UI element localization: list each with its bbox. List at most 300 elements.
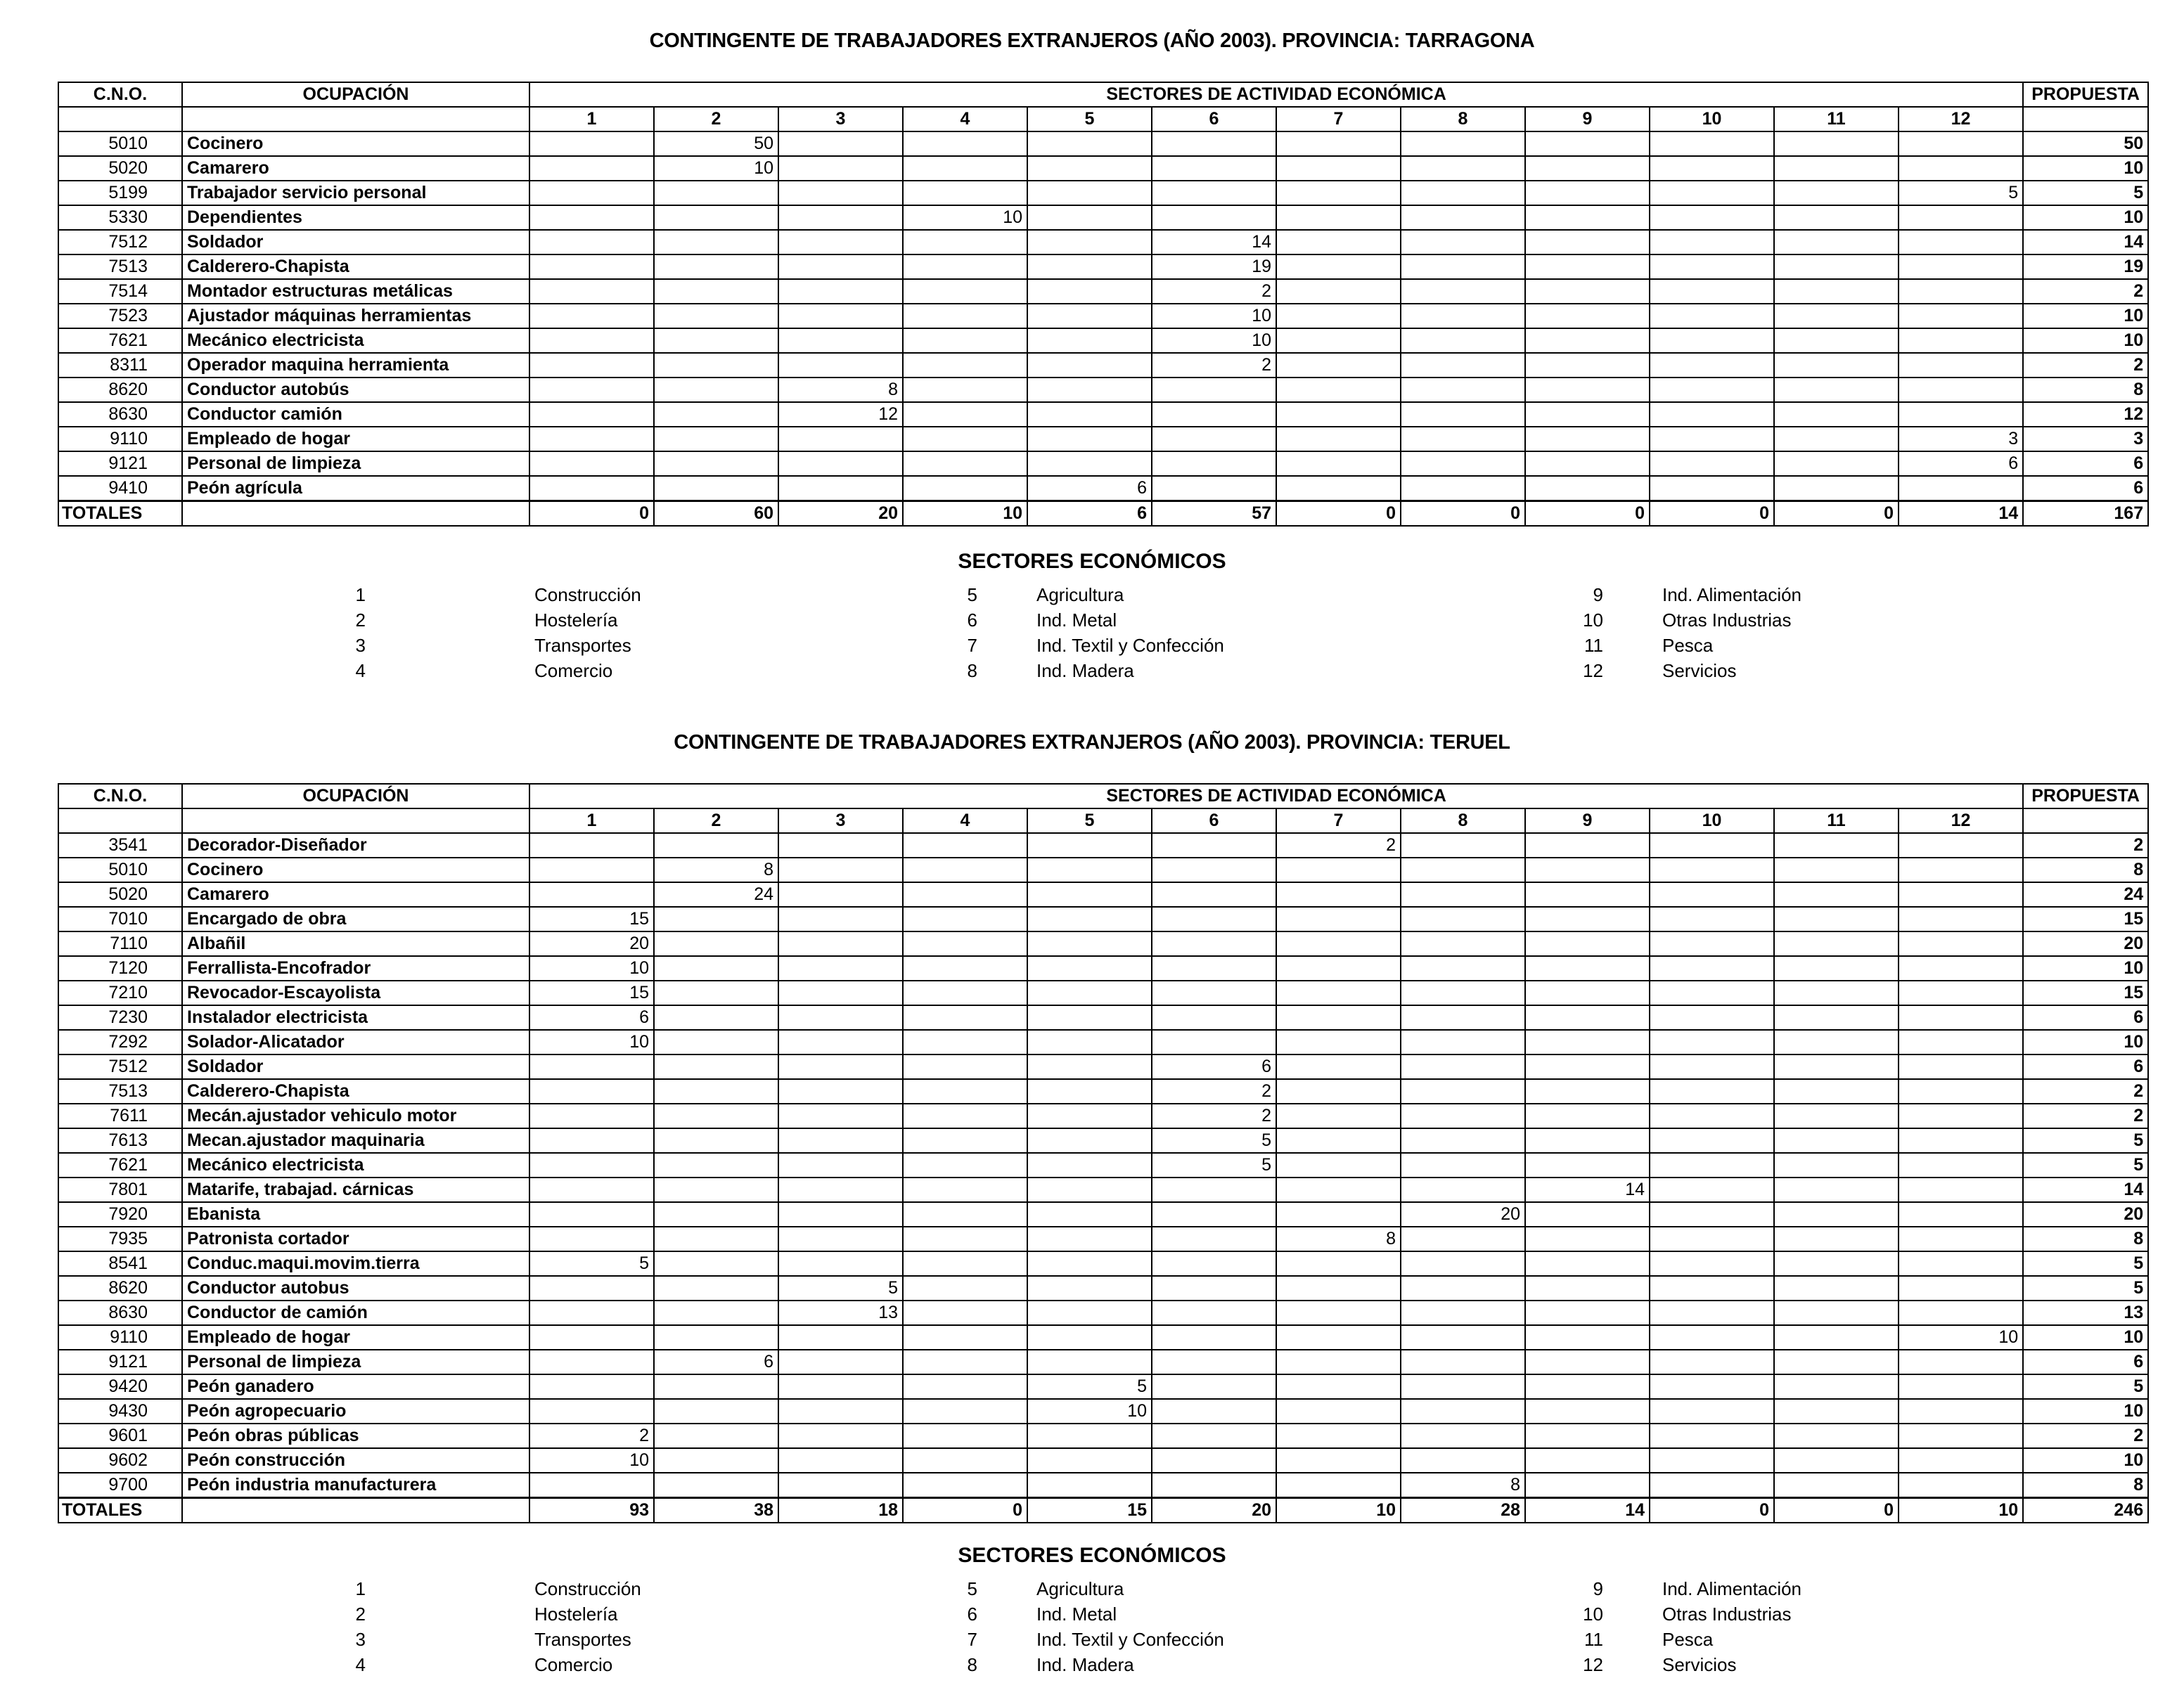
cno-code: 7010 bbox=[58, 907, 182, 931]
sector-value bbox=[1899, 1448, 2023, 1473]
sector-value bbox=[1525, 1030, 1650, 1054]
table-row bbox=[58, 328, 2148, 353]
cno-code: 9420 bbox=[58, 1374, 182, 1399]
sector-value bbox=[529, 156, 654, 181]
sector-value bbox=[1899, 156, 2023, 181]
sector-value bbox=[778, 304, 903, 328]
sector-value bbox=[778, 1128, 903, 1153]
sector-value bbox=[1774, 931, 1899, 956]
sector-total: 0 bbox=[1650, 1498, 1774, 1523]
legend-sector-number: 9 bbox=[1593, 584, 1603, 605]
sector-value bbox=[529, 1202, 654, 1227]
sector-value bbox=[1152, 156, 1276, 181]
sector-value bbox=[1899, 981, 2023, 1005]
sector-value bbox=[903, 1276, 1027, 1301]
sector-total: 18 bbox=[778, 1498, 903, 1523]
sector-value bbox=[1276, 1128, 1401, 1153]
sector-value bbox=[654, 1448, 778, 1473]
header-cno-blank bbox=[58, 808, 182, 833]
sector-value bbox=[778, 1473, 903, 1498]
sector-value bbox=[1276, 882, 1401, 907]
proposal-value: 13 bbox=[2023, 1301, 2148, 1325]
sector-number-header: 7 bbox=[1276, 808, 1401, 833]
sector-value: 10 bbox=[529, 1030, 654, 1054]
occupation-name: Peón ganadero bbox=[182, 1374, 529, 1399]
sector-value bbox=[1276, 1104, 1401, 1128]
sector-value bbox=[1027, 328, 1152, 353]
sector-value bbox=[1899, 1128, 2023, 1153]
header-cno: C.N.O. bbox=[58, 82, 182, 107]
legend-sector-label: Ind. Textil y Confección bbox=[1036, 635, 1224, 656]
sector-value bbox=[529, 131, 654, 156]
sector-value bbox=[1027, 1276, 1152, 1301]
sector-total: 0 bbox=[1774, 501, 1899, 527]
sector-value bbox=[1650, 833, 1774, 858]
legend-sector-number: 6 bbox=[967, 609, 977, 631]
sector-value: 20 bbox=[1401, 1202, 1525, 1227]
sector-value bbox=[1650, 907, 1774, 931]
sector-value bbox=[903, 181, 1027, 205]
sector-value bbox=[1276, 378, 1401, 402]
sector-value bbox=[1899, 230, 2023, 254]
sector-value bbox=[903, 230, 1027, 254]
sector-value bbox=[778, 1448, 903, 1473]
sector-value bbox=[1152, 402, 1276, 427]
sector-value bbox=[1525, 1399, 1650, 1424]
sector-value bbox=[1027, 1005, 1152, 1030]
totals-row bbox=[58, 1498, 2148, 1523]
occupation-name: Dependientes bbox=[182, 205, 529, 230]
sector-value bbox=[1774, 402, 1899, 427]
sector-value bbox=[1899, 833, 2023, 858]
sector-value bbox=[1650, 1202, 1774, 1227]
legend-sector-label: Agricultura bbox=[1036, 1578, 1124, 1599]
sector-value: 14 bbox=[1152, 230, 1276, 254]
legend-item bbox=[0, 582, 2184, 607]
cno-code: 7230 bbox=[58, 1005, 182, 1030]
sector-value bbox=[1774, 328, 1899, 353]
header-sectors: SECTORES DE ACTIVIDAD ECONÓMICA bbox=[529, 784, 2023, 808]
sector-value bbox=[1525, 205, 1650, 230]
totals-blank bbox=[182, 1498, 529, 1523]
sector-value bbox=[1152, 1448, 1276, 1473]
sector-value: 2 bbox=[1152, 1104, 1276, 1128]
cno-code: 9110 bbox=[58, 1325, 182, 1350]
sector-number-header: 10 bbox=[1650, 808, 1774, 833]
sector-value bbox=[1027, 230, 1152, 254]
sector-value bbox=[778, 1178, 903, 1202]
sector-value bbox=[1152, 1473, 1276, 1498]
legend-sector-number: 1 bbox=[355, 1578, 366, 1599]
header-occupation-blank bbox=[182, 107, 529, 131]
sector-value bbox=[1774, 1350, 1899, 1374]
sector-total: 0 bbox=[529, 501, 654, 527]
sector-value bbox=[903, 1128, 1027, 1153]
sector-value: 2 bbox=[529, 1424, 654, 1448]
sector-value bbox=[778, 1202, 903, 1227]
sector-value bbox=[1774, 451, 1899, 476]
sector-value bbox=[1525, 476, 1650, 501]
proposal-value: 2 bbox=[2023, 1424, 2148, 1448]
sector-value bbox=[1027, 1079, 1152, 1104]
sector-value bbox=[1525, 353, 1650, 378]
sector-value bbox=[1152, 1301, 1276, 1325]
sector-value bbox=[654, 427, 778, 451]
sector-value bbox=[1152, 1251, 1276, 1276]
sector-value bbox=[1152, 858, 1276, 882]
sector-value bbox=[1899, 131, 2023, 156]
legend-item bbox=[0, 1652, 2184, 1677]
sector-value bbox=[1152, 378, 1276, 402]
sector-value bbox=[1401, 205, 1525, 230]
table-row bbox=[58, 1251, 2148, 1276]
sector-value bbox=[654, 931, 778, 956]
occupation-name: Soldador bbox=[182, 230, 529, 254]
sector-total: 93 bbox=[529, 1498, 654, 1523]
sector-value bbox=[778, 833, 903, 858]
sector-value bbox=[529, 1153, 654, 1178]
legend-sector-label: Ind. Metal bbox=[1036, 609, 1117, 631]
sector-value bbox=[1525, 931, 1650, 956]
sector-value bbox=[1774, 858, 1899, 882]
sector-value bbox=[1027, 353, 1152, 378]
sector-value bbox=[1401, 353, 1525, 378]
occupation-name: Mecán.ajustador vehiculo motor bbox=[182, 1104, 529, 1128]
sector-value bbox=[1027, 181, 1152, 205]
table-row bbox=[58, 304, 2148, 328]
cno-code: 5020 bbox=[58, 156, 182, 181]
sector-value bbox=[1650, 1276, 1774, 1301]
sector-value bbox=[778, 254, 903, 279]
legend-title: SECTORES ECONÓMICOS bbox=[958, 550, 1226, 573]
occupation-name: Albañil bbox=[182, 931, 529, 956]
sector-value bbox=[778, 476, 903, 501]
table-row bbox=[58, 931, 2148, 956]
proposal-value: 8 bbox=[2023, 1227, 2148, 1251]
legend-sector-number: 10 bbox=[1583, 1604, 1603, 1625]
contingent-table-tarragona bbox=[58, 82, 2149, 527]
proposal-value: 19 bbox=[2023, 254, 2148, 279]
sector-value: 8 bbox=[778, 378, 903, 402]
legend-title: SECTORES ECONÓMICOS bbox=[958, 1544, 1226, 1567]
occupation-name: Peón obras públicas bbox=[182, 1424, 529, 1448]
sector-value bbox=[1401, 181, 1525, 205]
sector-value bbox=[529, 254, 654, 279]
occupation-name: Conduc.maqui.movim.tierra bbox=[182, 1251, 529, 1276]
proposal-value: 10 bbox=[2023, 328, 2148, 353]
sector-value bbox=[1027, 1153, 1152, 1178]
sector-value bbox=[1276, 1251, 1401, 1276]
sector-value bbox=[1152, 476, 1276, 501]
sector-value bbox=[1276, 181, 1401, 205]
sector-value bbox=[1525, 378, 1650, 402]
sector-value bbox=[1152, 931, 1276, 956]
occupation-name: Camarero bbox=[182, 156, 529, 181]
sector-value bbox=[1899, 476, 2023, 501]
sector-value: 8 bbox=[654, 858, 778, 882]
sector-value bbox=[1276, 1178, 1401, 1202]
sector-value bbox=[903, 427, 1027, 451]
sector-value bbox=[1401, 1005, 1525, 1030]
sector-value bbox=[529, 378, 654, 402]
proposal-value: 10 bbox=[2023, 956, 2148, 981]
proposal-value: 2 bbox=[2023, 353, 2148, 378]
sector-number-header: 2 bbox=[654, 107, 778, 131]
proposal-total: 167 bbox=[2023, 501, 2148, 527]
sector-value bbox=[1650, 402, 1774, 427]
sector-value bbox=[1152, 1005, 1276, 1030]
proposal-value: 10 bbox=[2023, 205, 2148, 230]
sector-value bbox=[1027, 1448, 1152, 1473]
table-row bbox=[58, 230, 2148, 254]
sector-number-header: 9 bbox=[1525, 107, 1650, 131]
sector-value bbox=[778, 1005, 903, 1030]
table-row bbox=[58, 1030, 2148, 1054]
legend-sector-number: 11 bbox=[1584, 635, 1603, 656]
legend-sector-label: Ind. Metal bbox=[1036, 1604, 1117, 1625]
sector-value bbox=[1401, 1054, 1525, 1079]
occupation-name: Ebanista bbox=[182, 1202, 529, 1227]
cno-code: 7611 bbox=[58, 1104, 182, 1128]
sector-value bbox=[1027, 205, 1152, 230]
sector-value: 5 bbox=[1152, 1128, 1276, 1153]
sector-value bbox=[654, 1227, 778, 1251]
sector-value bbox=[778, 1350, 903, 1374]
table-row bbox=[58, 1301, 2148, 1325]
sector-value bbox=[529, 427, 654, 451]
sector-value bbox=[903, 981, 1027, 1005]
proposal-value: 15 bbox=[2023, 907, 2148, 931]
sector-value bbox=[654, 1301, 778, 1325]
sector-total: 20 bbox=[778, 501, 903, 527]
sector-value bbox=[1899, 1030, 2023, 1054]
legend-sector-label: Comercio bbox=[534, 1654, 613, 1675]
sector-value bbox=[1276, 427, 1401, 451]
proposal-value: 10 bbox=[2023, 304, 2148, 328]
sector-value bbox=[903, 1005, 1027, 1030]
occupation-name: Trabajador servicio personal bbox=[182, 181, 529, 205]
sector-value bbox=[1401, 981, 1525, 1005]
sector-value bbox=[654, 1473, 778, 1498]
occupation-name: Solador-Alicatador bbox=[182, 1030, 529, 1054]
occupation-name: Soldador bbox=[182, 1054, 529, 1079]
legend-sector-label: Agricultura bbox=[1036, 584, 1124, 605]
sector-value bbox=[529, 181, 654, 205]
sector-value bbox=[1525, 956, 1650, 981]
sector-value bbox=[778, 1424, 903, 1448]
sector-value bbox=[1650, 451, 1774, 476]
sector-value bbox=[1027, 882, 1152, 907]
sector-value bbox=[1027, 402, 1152, 427]
sector-value bbox=[1650, 1301, 1774, 1325]
cno-code: 7512 bbox=[58, 1054, 182, 1079]
occupation-name: Operador maquina herramienta bbox=[182, 353, 529, 378]
sector-value bbox=[1401, 1079, 1525, 1104]
sector-value bbox=[1152, 205, 1276, 230]
sector-value bbox=[903, 1104, 1027, 1128]
cno-code: 7621 bbox=[58, 328, 182, 353]
sector-value bbox=[1650, 981, 1774, 1005]
legend-item bbox=[0, 607, 2184, 633]
sector-value bbox=[903, 451, 1027, 476]
sector-value bbox=[1152, 956, 1276, 981]
sector-value bbox=[1650, 1473, 1774, 1498]
legend-sector-number: 2 bbox=[355, 609, 366, 631]
legend-sector-number: 11 bbox=[1584, 1629, 1603, 1650]
occupation-name: Ferrallista-Encofrador bbox=[182, 956, 529, 981]
cno-code: 3541 bbox=[58, 833, 182, 858]
sector-value bbox=[778, 353, 903, 378]
sector-value bbox=[1525, 402, 1650, 427]
legend-sector-number: 9 bbox=[1593, 1578, 1603, 1599]
legend-sector-label: Otras Industrias bbox=[1662, 609, 1792, 631]
occupation-name: Conductor camión bbox=[182, 402, 529, 427]
cno-code: 8620 bbox=[58, 378, 182, 402]
sector-value bbox=[1152, 1350, 1276, 1374]
sector-value: 6 bbox=[654, 1350, 778, 1374]
sector-value: 5 bbox=[778, 1276, 903, 1301]
sector-value bbox=[1774, 378, 1899, 402]
cno-code: 5010 bbox=[58, 858, 182, 882]
sector-value bbox=[654, 254, 778, 279]
sector-value bbox=[1152, 907, 1276, 931]
totals-label: TOTALES bbox=[58, 1498, 182, 1523]
sector-value bbox=[1774, 353, 1899, 378]
sector-value bbox=[1774, 156, 1899, 181]
sector-value bbox=[1899, 279, 2023, 304]
sector-number-row bbox=[58, 107, 2148, 131]
sector-value bbox=[1027, 1030, 1152, 1054]
sector-total: 14 bbox=[1525, 1498, 1650, 1523]
header-occupation: OCUPACIÓN bbox=[182, 784, 529, 808]
sector-value bbox=[1152, 1276, 1276, 1301]
sector-value bbox=[903, 279, 1027, 304]
sector-value bbox=[529, 279, 654, 304]
sector-value bbox=[778, 230, 903, 254]
sector-value bbox=[1276, 402, 1401, 427]
sector-number-header: 5 bbox=[1027, 808, 1152, 833]
sector-value bbox=[529, 1350, 654, 1374]
proposal-value: 14 bbox=[2023, 1178, 2148, 1202]
sector-value bbox=[903, 1424, 1027, 1448]
sector-value: 5 bbox=[1152, 1153, 1276, 1178]
sector-value bbox=[1276, 1202, 1401, 1227]
sector-value bbox=[654, 205, 778, 230]
sector-value bbox=[778, 181, 903, 205]
table-title-teruel: CONTINGENTE DE TRABAJADORES EXTRANJEROS (AÑO 2003). PROVINCIA: TERUEL bbox=[674, 731, 1510, 754]
sector-value bbox=[903, 476, 1027, 501]
sector-total: 10 bbox=[1899, 1498, 2023, 1523]
sector-value bbox=[903, 1178, 1027, 1202]
sector-value: 6 bbox=[1152, 1054, 1276, 1079]
sector-value bbox=[1027, 1473, 1152, 1498]
proposal-value: 15 bbox=[2023, 981, 2148, 1005]
sector-value bbox=[529, 328, 654, 353]
sector-value bbox=[778, 1079, 903, 1104]
sector-value bbox=[903, 402, 1027, 427]
sector-value bbox=[1401, 427, 1525, 451]
proposal-value: 6 bbox=[2023, 476, 2148, 501]
sector-value bbox=[1774, 907, 1899, 931]
sector-number-header: 1 bbox=[529, 107, 654, 131]
sector-value bbox=[1899, 353, 2023, 378]
sector-value bbox=[1401, 328, 1525, 353]
sector-value bbox=[1774, 956, 1899, 981]
sector-value: 2 bbox=[1152, 353, 1276, 378]
cno-code: 7210 bbox=[58, 981, 182, 1005]
sector-value bbox=[1401, 931, 1525, 956]
proposal-value: 6 bbox=[2023, 451, 2148, 476]
sector-value bbox=[778, 328, 903, 353]
sector-value bbox=[1152, 427, 1276, 451]
sector-value bbox=[1152, 882, 1276, 907]
sector-value bbox=[1899, 1473, 2023, 1498]
sector-total: 6 bbox=[1027, 501, 1152, 527]
sector-value bbox=[1401, 833, 1525, 858]
sector-value bbox=[1774, 1473, 1899, 1498]
sector-value bbox=[529, 1325, 654, 1350]
sector-value bbox=[1027, 956, 1152, 981]
sector-value bbox=[1276, 1301, 1401, 1325]
cno-code: 9121 bbox=[58, 451, 182, 476]
sector-value bbox=[1650, 1030, 1774, 1054]
sector-value bbox=[1276, 1030, 1401, 1054]
legend-sector-label: Servicios bbox=[1662, 1654, 1737, 1675]
sector-value bbox=[903, 1325, 1027, 1350]
sector-value bbox=[1650, 476, 1774, 501]
sector-value bbox=[1774, 981, 1899, 1005]
sector-value bbox=[1276, 230, 1401, 254]
sector-value bbox=[778, 956, 903, 981]
proposal-value: 8 bbox=[2023, 858, 2148, 882]
cno-code: 7621 bbox=[58, 1153, 182, 1178]
sector-value bbox=[1401, 907, 1525, 931]
sector-value bbox=[654, 402, 778, 427]
sector-value bbox=[1650, 956, 1774, 981]
sector-value bbox=[1650, 1005, 1774, 1030]
sector-value bbox=[1774, 304, 1899, 328]
sector-value bbox=[778, 1374, 903, 1399]
sector-value bbox=[1276, 1448, 1401, 1473]
occupation-name: Personal de limpieza bbox=[182, 451, 529, 476]
table-row bbox=[58, 427, 2148, 451]
cno-code: 9121 bbox=[58, 1350, 182, 1374]
sector-value bbox=[1650, 858, 1774, 882]
sector-value bbox=[1276, 1350, 1401, 1374]
totals-label: TOTALES bbox=[58, 501, 182, 527]
sector-value bbox=[1525, 156, 1650, 181]
sector-total: 57 bbox=[1152, 501, 1276, 527]
table-row bbox=[58, 402, 2148, 427]
cno-code: 8541 bbox=[58, 1251, 182, 1276]
sector-value bbox=[1027, 131, 1152, 156]
sector-value bbox=[1899, 907, 2023, 931]
legend-sector-number: 5 bbox=[967, 584, 977, 605]
sector-value bbox=[654, 1178, 778, 1202]
sector-value bbox=[1276, 1276, 1401, 1301]
sector-value bbox=[1899, 1399, 2023, 1424]
sector-total: 10 bbox=[903, 501, 1027, 527]
sector-value bbox=[1774, 1399, 1899, 1424]
sector-value bbox=[1899, 931, 2023, 956]
sector-total: 0 bbox=[1650, 501, 1774, 527]
occupation-name: Decorador-Diseñador bbox=[182, 833, 529, 858]
sector-value bbox=[1152, 833, 1276, 858]
sector-value bbox=[903, 131, 1027, 156]
table-title-tarragona: CONTINGENTE DE TRABAJADORES EXTRANJEROS (AÑO 2003). PROVINCIA: TARRAGONA bbox=[649, 30, 1535, 52]
legend-sector-label: Construcción bbox=[534, 584, 641, 605]
sector-value bbox=[1650, 1251, 1774, 1276]
